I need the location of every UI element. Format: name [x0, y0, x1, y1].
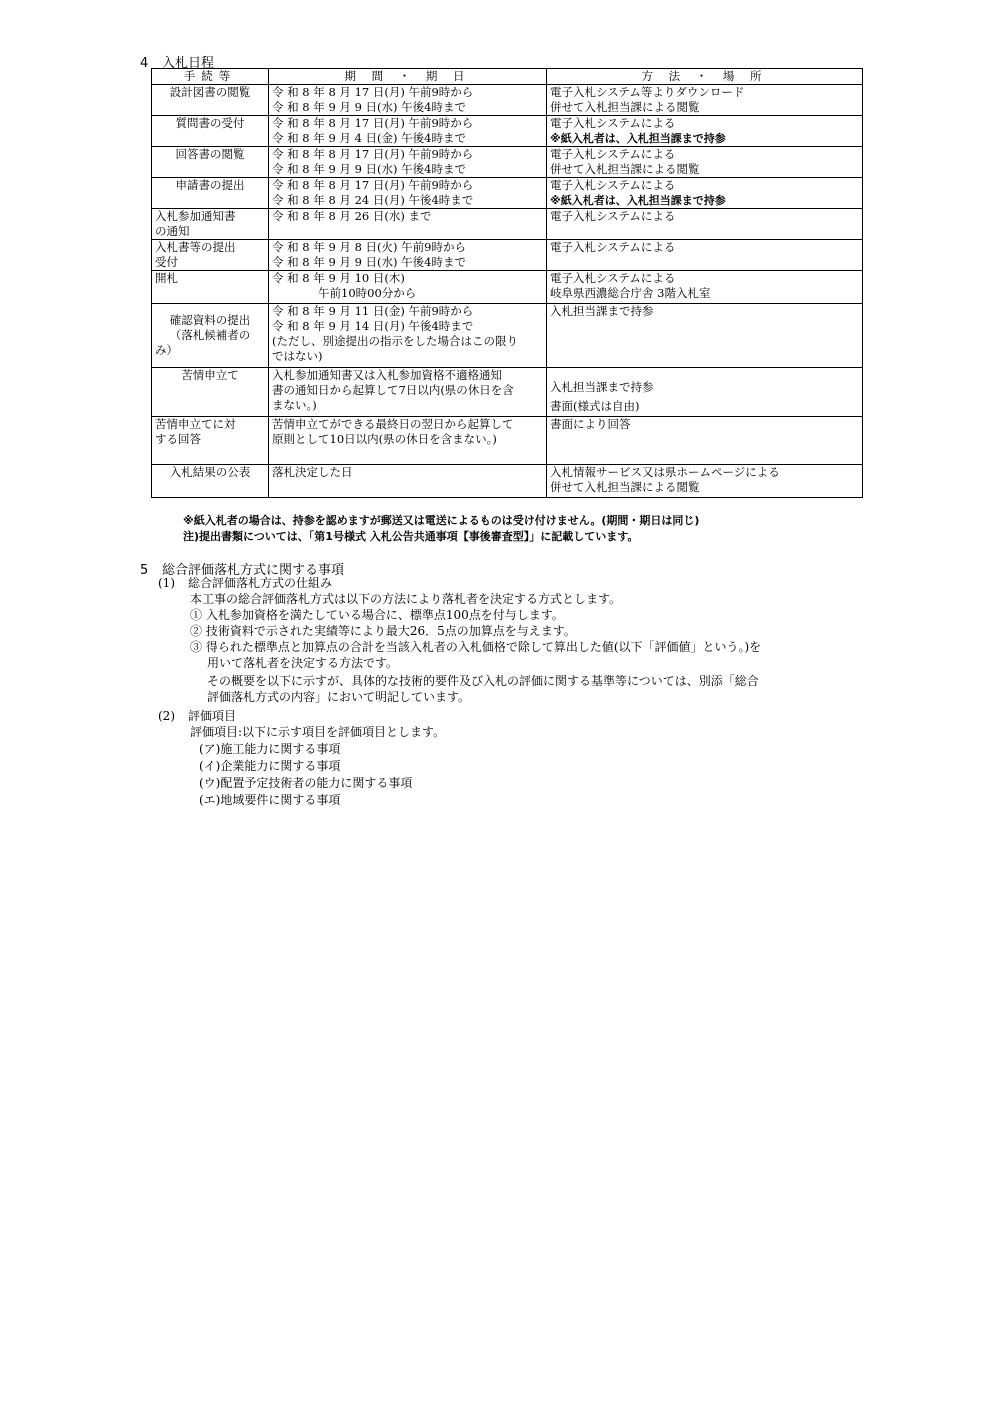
step-text: （落札候補者の — [169, 328, 251, 342]
period-cell — [269, 240, 547, 271]
period-line: 令 和 8 年 9 月 4 日(金) 午後4時まで — [272, 131, 466, 145]
period-line: 令 和 8 年 9 月 8 日(火) 午前9時から — [272, 240, 466, 254]
method-line: 電子入札システム等よりダウンロード — [550, 85, 745, 99]
summary-line-1: その概要を以下に示すが、具体的な技術的要件及び入札の評価に関する基準等については、別添「総合 — [207, 674, 759, 688]
step-text: する回答 — [155, 432, 201, 446]
method-line: 電子入札システムによる — [550, 147, 676, 161]
method-line: 電子入札システムによる — [550, 178, 676, 192]
period-line: 令 和 8 年 8 月 17 日(月) 午前9時から — [272, 147, 474, 161]
table-row — [152, 85, 863, 116]
bid-schedule-table — [151, 68, 863, 498]
method-line: 併せて入札担当課による閲覧 — [550, 480, 700, 494]
table-row — [152, 368, 863, 417]
step-text: 確認資料の提出 — [169, 313, 251, 327]
step-text: 苦情申立てに対 — [155, 417, 236, 431]
period-line: 令 和 8 年 8 月 17 日(月) 午前9時から — [272, 178, 474, 192]
period-cell — [269, 178, 547, 209]
period-cell — [269, 417, 547, 465]
table-row — [152, 304, 863, 368]
period-cell — [269, 368, 547, 417]
subsection-2-title: 評価項目 — [188, 709, 237, 723]
method-line: 併せて入札担当課による閲覧 — [550, 162, 700, 176]
step-text: 入札結果の公表 — [169, 465, 251, 479]
method-line: 電子入札システムによる — [550, 116, 676, 130]
period-line: 令 和 8 年 9 月 9 日(水) 午後4時まで — [272, 100, 466, 114]
period-line: 苦情申立てができる最終日の翌日から起算して — [272, 417, 514, 431]
table-row — [152, 465, 863, 498]
step-text: み） — [155, 343, 178, 357]
period-cell — [269, 85, 547, 116]
step-text: 回答書の閲覧 — [175, 147, 245, 161]
submission-docs-note: 注)提出書類については、「第1号様式 入札公告共通事項【事後審査型】」に記載しています。 — [183, 530, 639, 543]
step-text: の通知 — [155, 224, 190, 238]
period-line: 令 和 8 年 9 月 14 日(月) 午後4時まで — [272, 319, 474, 333]
period-line: 令 和 8 年 8 月 17 日(月) 午前9時から — [272, 116, 474, 130]
summary-line-2: 評価落札方式の内容」において明記しています。 — [207, 690, 471, 704]
period-line: 令 和 8 年 9 月 9 日(水) 午後4時まで — [272, 255, 466, 269]
eval-item: (ウ)配置予定技術者の能力に関する事項 — [199, 776, 413, 790]
period-cell — [269, 271, 547, 304]
subsection-1-intro: 本工事の総合評価落札方式は以下の方法により落札者を決定する方式とします。 — [190, 592, 622, 606]
period-line: (ただし、別途提出の指示をした場合はこの限り — [272, 334, 518, 348]
period-line: 令 和 8 年 8 月 24 日(月) 午後4時まで — [272, 193, 474, 207]
table-row — [152, 240, 863, 271]
header-method: 方 法 ・ 場 所 — [547, 69, 863, 85]
method-line: 入札担当課まで持参 — [550, 304, 654, 318]
step-text: 申請書の提出 — [175, 178, 245, 192]
method-cell — [547, 178, 863, 209]
section-5-title: 総合評価落札方式に関する事項 — [162, 563, 345, 578]
method-cell — [547, 368, 863, 417]
method-cell — [547, 465, 863, 498]
step-cell — [152, 417, 269, 465]
period-line: 令 和 8 年 8 月 17 日(月) 午前9時から — [272, 85, 474, 99]
period-line: 書の通知日から起算して7日以内(県の休日を含 — [272, 383, 514, 397]
method-line: 電子入札システムによる — [550, 271, 676, 285]
method-cell — [547, 240, 863, 271]
section-5-number: 5 — [140, 563, 149, 578]
subsection-2-intro: 評価項目:以下に示す項目を評価項目とします。 — [190, 725, 446, 739]
method-item-3-line-2: 用いて落札者を決定する方法です。 — [207, 656, 399, 670]
step-text: 受付 — [155, 255, 178, 269]
method-cell — [547, 147, 863, 178]
method-line: 岐阜県西濃総合庁舎 3階入札室 — [550, 286, 711, 300]
period-line: 令 和 8 年 9 月 9 日(水) 午後4時まで — [272, 162, 466, 176]
table-row — [152, 147, 863, 178]
step-cell — [152, 147, 269, 178]
method-cell — [547, 417, 863, 465]
method-line: 電子入札システムによる — [550, 240, 676, 254]
step-text: 苦情申立て — [181, 368, 239, 382]
header-procedure: 手続等 — [152, 69, 269, 85]
table-row — [152, 116, 863, 147]
method-cell — [547, 85, 863, 116]
method-cell — [547, 271, 863, 304]
method-item-1: ① 入札参加資格を満たしている場合に、標準点100点を付与します。 — [190, 608, 564, 622]
method-item-3-line-1: ③ 得られた標準点と加算点の合計を当該入札者の入札価格で除して算出した値(以下「評価値」という。)を — [190, 640, 762, 654]
step-text: 入札参加通知書 — [155, 209, 236, 223]
period-line: 令 和 8 年 8 月 26 日(水) まで — [272, 209, 432, 223]
subsection-2-heading — [158, 708, 236, 725]
method-line-paper-bid-note: ※紙入札者は、入札担当課まで持参 — [550, 132, 726, 145]
period-line: ではない) — [272, 349, 323, 363]
subsection-2-label: (2) — [158, 709, 175, 723]
subsection-1-title: 総合評価落札方式の仕組み — [188, 576, 333, 590]
period-cell — [269, 465, 547, 498]
table-header-row — [152, 69, 863, 85]
period-line: 令 和 8 年 9 月 11 日(金) 午前9時から — [272, 304, 474, 318]
method-line: 書面により回答 — [550, 417, 631, 431]
step-cell — [152, 209, 269, 240]
paper-bid-note: ※紙入札者の場合は、持参を認めますが郵送又は電送によるものは受け付けません。(期間・期日は同じ) — [183, 514, 700, 527]
period-cell — [269, 147, 547, 178]
method-line: 入札担当課まで持参 — [550, 380, 654, 394]
step-cell — [152, 271, 269, 304]
table-row — [152, 417, 863, 465]
method-cell — [547, 209, 863, 240]
table-row — [152, 271, 863, 304]
method-line: 電子入札システムによる — [550, 209, 676, 223]
period-line: まない。) — [272, 398, 317, 412]
step-cell — [152, 240, 269, 271]
step-cell — [152, 465, 269, 498]
period-line: 入札参加通知書又は入札参加資格不適格通知 — [272, 368, 502, 382]
period-cell — [269, 304, 547, 368]
period-line: 令 和 8 年 9 月 10 日(木) — [272, 271, 405, 285]
method-cell — [547, 304, 863, 368]
period-line: 原則として10日以内(県の休日を含まない。) — [272, 432, 497, 446]
section-4-title: 入札日程 — [162, 56, 215, 71]
method-line-paper-bid-note: ※紙入札者は、入札担当課まで持参 — [550, 194, 726, 207]
section-4-number: 4 — [140, 56, 149, 71]
method-line: 書面(様式は自由) — [550, 399, 640, 413]
eval-item: (エ)地域要件に関する事項 — [199, 793, 341, 807]
eval-item: (ア)施工能力に関する事項 — [199, 742, 341, 756]
step-cell — [152, 368, 269, 417]
step-cell — [152, 85, 269, 116]
period-line: 落札決定した日 — [272, 465, 353, 479]
step-cell — [152, 116, 269, 147]
step-text: 入札書等の提出 — [155, 240, 236, 254]
method-line: 入札情報サービス又は県ホームページによる — [550, 465, 780, 479]
table-row — [152, 209, 863, 240]
period-cell — [269, 116, 547, 147]
step-cell — [152, 304, 269, 368]
method-line: 併せて入札担当課による閲覧 — [550, 100, 700, 114]
step-cell — [152, 178, 269, 209]
eval-item: (イ)企業能力に関する事項 — [199, 759, 341, 773]
step-text: 開札 — [155, 271, 178, 285]
subsection-1-heading — [158, 575, 332, 592]
step-text: 設計図書の閲覧 — [169, 85, 251, 99]
period-line: 午前10時00分から — [318, 286, 417, 300]
header-period: 期 間 ・ 期 日 — [269, 69, 547, 85]
step-text: 質問書の受付 — [175, 116, 245, 130]
method-cell — [547, 116, 863, 147]
subsection-1-label: (1) — [158, 576, 175, 590]
method-item-2: ② 技術資料で示された実績等により最大26．5点の加算点を与えます。 — [190, 624, 576, 638]
period-cell — [269, 209, 547, 240]
table-row — [152, 178, 863, 209]
